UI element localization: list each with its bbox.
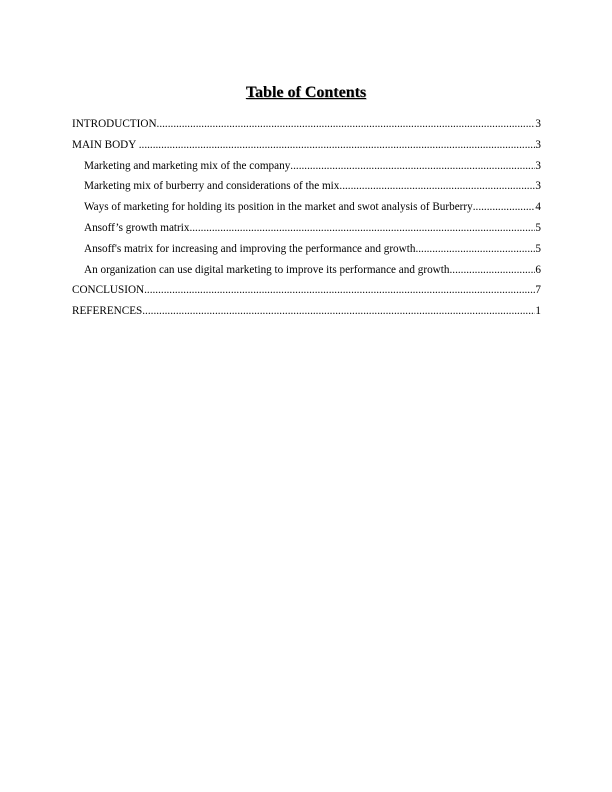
toc-page-number: 1 — [535, 305, 541, 318]
toc-entry-text: MAIN BODY — [72, 138, 139, 151]
toc-entry-main-body[interactable] — [72, 137, 541, 158]
toc-page-number: 3 — [535, 180, 541, 193]
toc-entry-text: Ansoff’s growth matrix — [84, 221, 190, 234]
toc-page-number: 5 — [535, 242, 541, 255]
toc-dot-leader — [290, 158, 535, 174]
toc-entry-digital-marketing[interactable] — [72, 262, 541, 283]
toc-page-number: 3 — [535, 159, 541, 172]
toc-entry-text: CONCLUSION — [72, 284, 145, 297]
toc-page-number: 5 — [535, 221, 541, 234]
toc-dot-leader — [142, 303, 535, 319]
toc-page-number: 4 — [535, 201, 541, 214]
toc-entry-references[interactable] — [72, 303, 541, 324]
toc-dot-leader — [339, 178, 535, 194]
toc-entry-text: INTRODUCTION — [72, 118, 157, 130]
toc-entry-conclusion[interactable] — [72, 282, 541, 303]
toc-entry-marketing-mix-burberry[interactable] — [72, 178, 541, 199]
toc-entry-text: Marketing mix of burberry and considerations of the mix — [84, 180, 340, 193]
toc-dot-leader — [415, 241, 535, 257]
toc-dot-leader — [189, 220, 535, 236]
toc-entry-introduction[interactable] — [72, 116, 541, 137]
toc-page-number: 3 — [535, 118, 541, 130]
toc-entry-text: REFERENCES — [72, 305, 143, 318]
toc-entry-text: An organization can use digital marketing to improve its performance and growth — [84, 263, 450, 276]
toc-dot-leader — [139, 137, 536, 153]
toc-entry-marketing-mix-company[interactable] — [72, 158, 541, 179]
toc-dot-leader — [157, 116, 536, 132]
toc-entry-text: Ansoff's matrix for increasing and improving the performance and growth — [84, 242, 416, 255]
toc-entry-ansoff-growth-matrix[interactable] — [72, 220, 541, 241]
toc-page-number: 7 — [535, 284, 541, 297]
toc-entry-ansoff-matrix-performance[interactable] — [72, 241, 541, 262]
toc-page-number: 3 — [535, 138, 541, 151]
toc-title: Table of Contents — [245, 84, 367, 101]
toc-list — [72, 116, 541, 324]
toc-dot-leader — [144, 282, 535, 298]
toc-dot-leader — [473, 199, 536, 215]
toc-entry-ways-of-marketing[interactable] — [72, 199, 541, 220]
toc-entry-text: Ways of marketing for holding its position in the market and swot analysis of Burberry — [84, 201, 473, 214]
toc-page-number: 6 — [535, 263, 541, 276]
toc-dot-leader — [449, 262, 535, 278]
toc-entry-text: Marketing and marketing mix of the company — [84, 159, 291, 172]
